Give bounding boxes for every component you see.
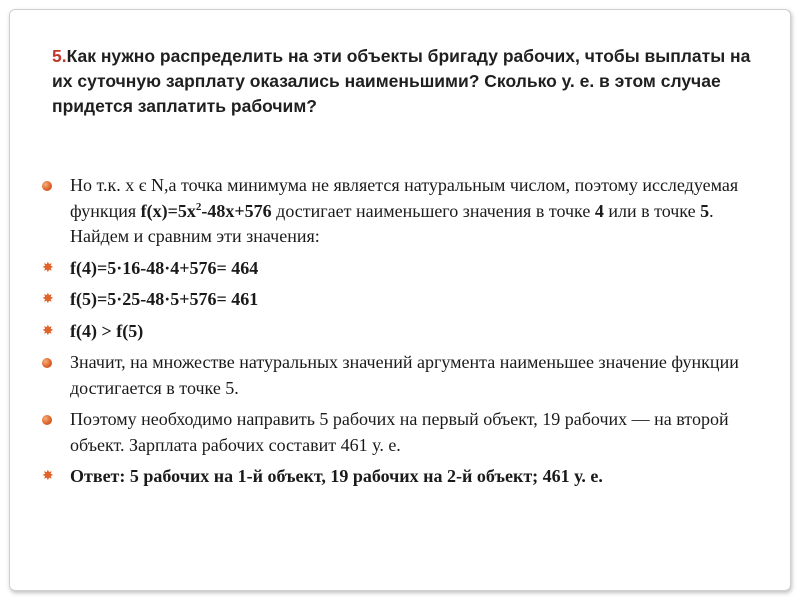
solution-list: [40, 173, 760, 496]
point-4: 4: [594, 200, 604, 221]
distribution-text: Поэтому необходимо направить 5 рабочих на первый объект, 19 рабочих — на второй объект. Зарплата рабочих составит 461 у. е.: [70, 409, 729, 455]
circle-bullet-icon: [42, 358, 52, 368]
task-text: Как нужно распределить на эти объекты бригаду рабочих, чтобы выплаты на их суточную зарплату оказались наименьшими? Сколько у. е. в этом случае придется заплатить рабочим?: [52, 46, 751, 116]
circle-bullet-icon: [42, 415, 52, 425]
function-formula: $f(x)=5x^2-48x+576$: [140, 200, 272, 221]
list-item-3: [40, 287, 760, 313]
list-item-5: [40, 350, 760, 401]
calc-f4: f(4)=5·16-48·4+576= 464: [70, 257, 259, 278]
list-item-1: Но т.к. х є N,а точка минимума не является натуральным числом, поэтому исследуемая функция $f(x)=5x^2-48x+576$ достигает наименьшего значения в точке 4 или в точке 5. Найдем и сравним эти значения:: [40, 173, 760, 250]
comparison: f(4) > f(5): [70, 320, 144, 341]
star-bullet-icon: ✸: [42, 322, 54, 339]
point-5: 5: [700, 200, 710, 221]
answer-text: Ответ: 5 рабочих на 1-й объект, 19 рабочих на 2-й объект; 461 у. е.: [70, 466, 603, 486]
circle-bullet-icon: [42, 181, 52, 191]
slide-title: [52, 44, 752, 119]
calc-f5: f(5)=5·25-48·5+576= 461: [70, 289, 259, 309]
conclusion-text: Значит, на множестве натуральных значений аргумента наименьшее значение функции достигается в точке 5.: [70, 352, 739, 398]
star-bullet-icon: ✸: [42, 468, 54, 484]
list-item-2: [40, 256, 760, 282]
task-number: 5.: [52, 46, 67, 66]
list-item-6: [40, 407, 760, 458]
star-bullet-icon: ✸: [42, 259, 54, 276]
star-bullet-icon: ✸: [42, 291, 54, 307]
list-item-7: [40, 464, 760, 490]
list-item-4: [40, 319, 760, 345]
